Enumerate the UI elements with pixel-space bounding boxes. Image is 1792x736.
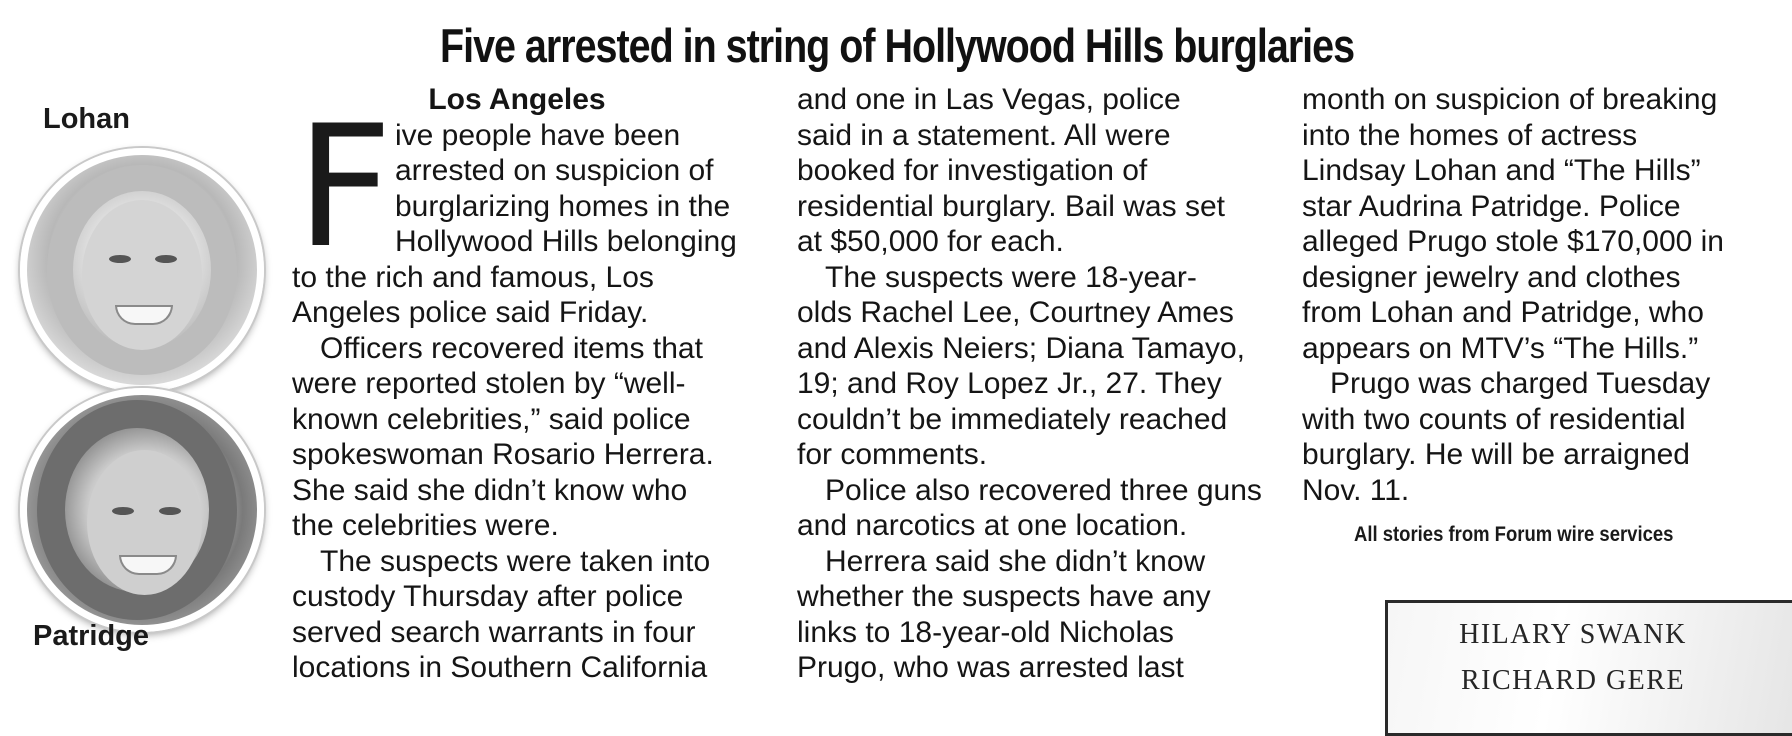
headline: Five arrested in string of Hollywood Hills burglaries	[440, 19, 1355, 72]
article-line: were reported stolen by “well-	[292, 367, 686, 400]
article-line: She said she didn’t know who	[292, 473, 688, 507]
article-line: designer jewelry and clothes	[1302, 260, 1681, 294]
article-line: The suspects were taken into	[320, 544, 711, 578]
article-line: residential burglary. Bail was set	[797, 189, 1225, 223]
article-line: said in a statement. All were	[797, 118, 1171, 152]
article-line: couldn’t be immediately reached	[797, 402, 1228, 436]
dateline: Los Angeles	[428, 83, 606, 116]
article-line: at $50,000 for each.	[797, 225, 1064, 258]
article-line: burglary. He will be arraigned	[1302, 438, 1690, 471]
article-line: alleged Prugo stole $170,000 in	[1302, 225, 1724, 258]
article-line: 19; and Roy Lopez Jr., 27. They	[797, 367, 1222, 400]
article-line: The suspects were 18-year-	[825, 260, 1197, 294]
article-line: arrested on suspicion of	[395, 154, 714, 187]
article-line: Prugo was charged Tuesday	[1330, 367, 1711, 400]
article-line: appears on MTV’s “The Hills.”	[1302, 331, 1699, 365]
article-line: into the homes of actress	[1302, 118, 1638, 152]
article-line: spokeswoman Rosario Herrera.	[292, 438, 714, 471]
article-line: month on suspicion of breaking	[1302, 83, 1718, 116]
article-line: and Alexis Neiers; Diana Tamayo,	[797, 331, 1246, 365]
article-line: custody Thursday after police	[292, 580, 684, 613]
article-column-1	[292, 82, 752, 686]
article-column-3	[1302, 82, 1724, 508]
article-line: and narcotics at one location.	[797, 509, 1188, 542]
article-line: Nov. 11.	[1302, 473, 1410, 507]
photo-lohan	[20, 148, 264, 392]
article-line: Officers recovered items that	[320, 331, 703, 365]
photo-patridge	[20, 388, 264, 632]
article-line: the celebrities were.	[292, 509, 559, 542]
article-line: locations in Southern California	[292, 651, 708, 684]
movie-ad	[1385, 600, 1792, 736]
article-line: Police also recovered three guns	[825, 473, 1262, 507]
article-line: and one in Las Vegas, police	[797, 83, 1181, 116]
article-line: Prugo, who was arrested last	[797, 651, 1184, 684]
wire-services-credit: All stories from Forum wire services	[1354, 523, 1674, 546]
article-line: booked for investigation of	[797, 154, 1148, 187]
article-line: star Audrina Patridge. Police	[1302, 189, 1681, 223]
article-line: ive people have been	[395, 118, 681, 152]
ad-actor-2: RICHARD GERE	[1460, 665, 1686, 696]
article-line: whether the suspects have any	[797, 580, 1211, 613]
drop-cap: F	[296, 88, 393, 285]
article-line: for comments.	[797, 438, 988, 471]
article-line: burglarizing homes in the	[395, 189, 731, 223]
article-line: with two counts of residential	[1302, 402, 1686, 436]
article-line: Hollywood Hills belonging	[395, 225, 737, 258]
article-column-2	[797, 82, 1262, 686]
article-line: served search warrants in four	[292, 615, 696, 649]
photo-caption-lohan: Lohan	[43, 103, 130, 135]
photo-caption-patridge: Patridge	[33, 620, 150, 652]
article-line: olds Rachel Lee, Courtney Ames	[797, 296, 1234, 329]
article-line: from Lohan and Patridge, who	[1302, 296, 1704, 329]
article-line: Herrera said she didn’t know	[825, 544, 1206, 578]
article-line: to the rich and famous, Los	[292, 260, 654, 294]
article-line: Lindsay Lohan and “The Hills”	[1302, 154, 1701, 187]
article-line: known celebrities,” said police	[292, 402, 691, 436]
article-line: links to 18-year-old Nicholas	[797, 615, 1174, 649]
article-line: Angeles police said Friday.	[292, 296, 649, 329]
ad-actor-1: HILARY SWANK	[1459, 619, 1687, 650]
